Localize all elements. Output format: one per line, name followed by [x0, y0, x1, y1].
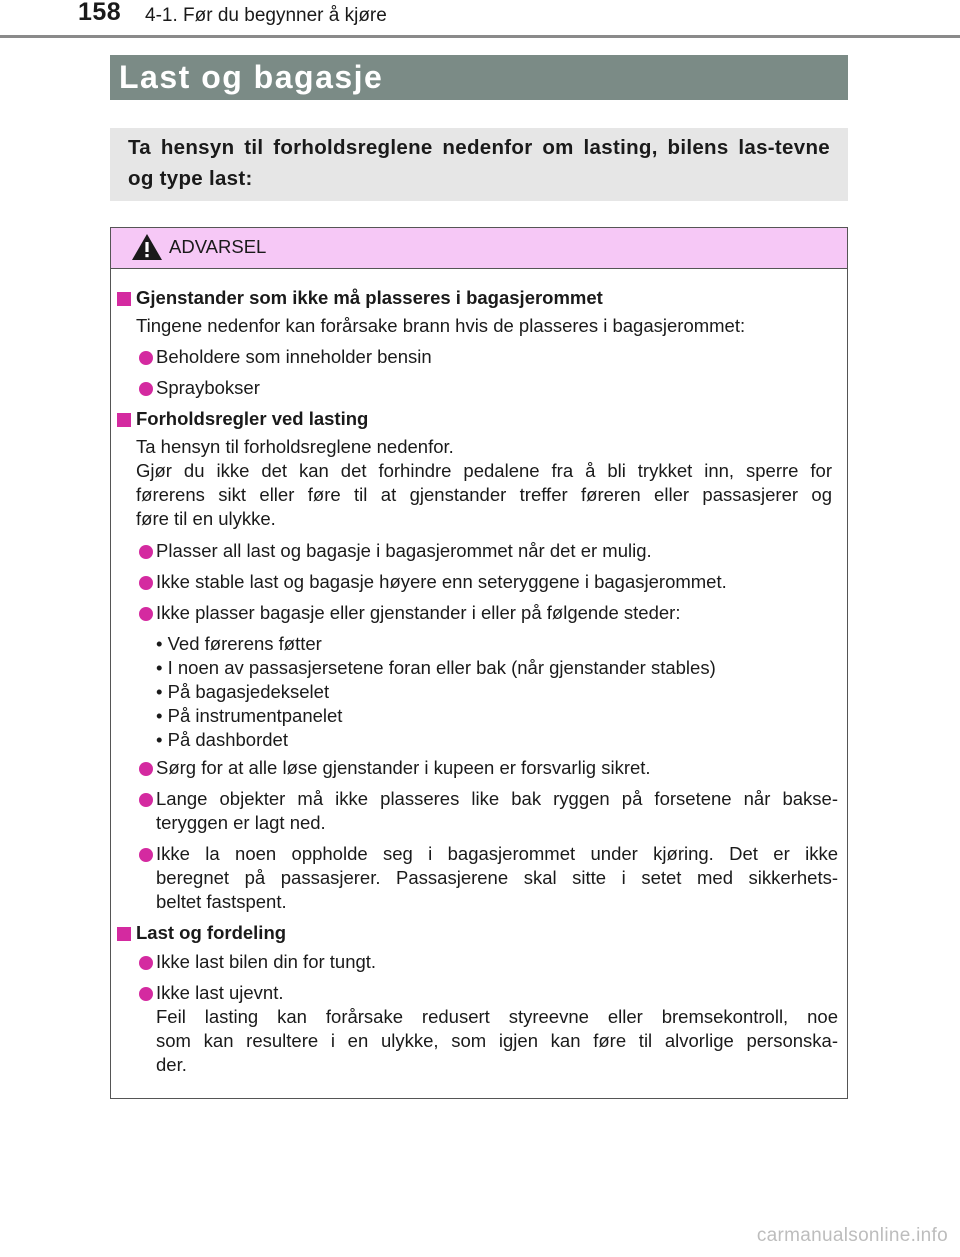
section-marker-icon [117, 292, 131, 306]
list-item: Beholdere som inneholder bensin [156, 346, 432, 367]
body-text: Gjør du ikke det kan det forhindre pedalene fra å bli trykket inn, sperre for [136, 460, 832, 481]
bullet-icon [139, 382, 153, 396]
list-item: Ikke plasser bagasje eller gjenstander i eller på følgende steder: [156, 602, 681, 623]
bullet-icon [139, 987, 153, 1001]
list-item-continued: beregnet på passasjerer. Passasjerene skal sitte i setet med sikkerhets- [156, 867, 838, 888]
warning-box [110, 227, 848, 1099]
sub-list-item: • På instrumentpanelet [156, 705, 343, 726]
sub-list-item: • I noen av passasjersetene foran eller bak (når gjenstander stables) [156, 657, 716, 678]
warning-triangle-icon [131, 233, 163, 261]
bullet-icon [139, 762, 153, 776]
list-item: Ikke stable last og bagasje høyere enn seteryggene i bagasjerommet. [156, 571, 727, 592]
header-divider [0, 35, 960, 38]
body-text: Ta hensyn til forholdsreglene nedenfor. [136, 436, 454, 457]
sub-list-item: • På bagasjedekselet [156, 681, 330, 702]
subheading: Last og fordeling [136, 922, 287, 943]
section-title: Last og bagasje [119, 59, 384, 95]
bullet-icon [139, 351, 153, 365]
list-item: Ikke last bilen din for tungt. [156, 951, 377, 972]
bullet-icon [139, 607, 153, 621]
warning-title: ADVARSEL [169, 236, 267, 257]
subheading: Forholdsregler ved lasting [136, 408, 369, 429]
list-item: Lange objekter må ikke plasseres like bak ryggen på forsetene når bakse- [156, 788, 838, 809]
bullet-icon [139, 793, 153, 807]
intro-text: Ta hensyn til forholdsreglene nedenfor om lasting, bilens las-tevne og type last: [110, 128, 848, 201]
bullet-icon [139, 848, 153, 862]
body-text: Tingene nedenfor kan forårsake brann hvis de plasseres i bagasjerommet: [136, 315, 746, 336]
list-item-continued: der. [156, 1054, 187, 1075]
list-item: Sørg for at alle løse gjenstander i kupeen er forsvarlig sikret. [156, 757, 651, 778]
chapter-title: 4-1. Før du begynner å kjøre [145, 5, 387, 26]
section-marker-icon [117, 927, 131, 941]
warning-header [111, 228, 847, 269]
section-title-bar [110, 55, 848, 100]
list-item-continued: som kan resultere i en ulykke, som igjen kan føre til alvorlige personska- [156, 1030, 838, 1051]
list-item: Plasser all last og bagasje i bagasjerommet når det er mulig. [156, 540, 652, 561]
section-marker-icon [117, 413, 131, 427]
bullet-icon [139, 576, 153, 590]
sub-list-item: • På dashbordet [156, 729, 288, 750]
bullet-icon [139, 956, 153, 970]
list-item: Spraybokser [156, 377, 260, 398]
list-item-continued: Feil lasting kan forårsake redusert styreevne eller bremsekontroll, noe [156, 1006, 838, 1027]
page-number: 158 [78, 0, 122, 26]
list-item-continued: beltet fastspent. [156, 891, 287, 912]
list-item: Ikke la noen oppholde seg i bagasjerommet under kjøring. Det er ikke [156, 843, 838, 864]
body-text: føre til en ulykke. [136, 508, 276, 529]
list-item: Ikke last ujevnt. [156, 982, 284, 1003]
subheading: Gjenstander som ikke må plasseres i bagasjerommet [136, 287, 603, 308]
bullet-icon [139, 545, 153, 559]
list-item-continued: teryggen er lagt ned. [156, 812, 326, 833]
watermark: carmanualsonline.info [756, 1225, 948, 1246]
body-text: førerens sikt eller føre til at gjenstander treffer føreren eller passasjerer og [136, 484, 832, 505]
sub-list-item: • Ved førerens føtter [156, 633, 322, 654]
